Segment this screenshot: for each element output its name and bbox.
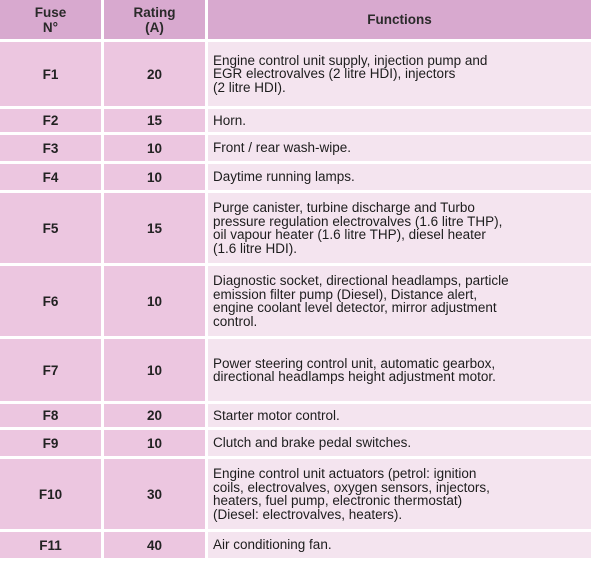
- function-line: Engine control unit actuators (petrol: ignition: [213, 466, 477, 481]
- table-row: [0, 459, 591, 529]
- header-fuse-line1: Fuse: [34, 4, 67, 20]
- fuse-number: F11: [0, 532, 101, 558]
- function-line: engine coolant level detector, mirror adjustment: [213, 300, 497, 315]
- fuse-rating: 10: [104, 266, 205, 336]
- table-row: [0, 430, 591, 456]
- fuse-number: F3: [0, 135, 101, 161]
- function-line: Power steering control unit, automatic gearbox,: [213, 355, 496, 371]
- fuse-function: [208, 430, 591, 456]
- fuse-rating: 15: [104, 109, 205, 132]
- header-rating-line1: Rating: [133, 4, 176, 20]
- fuse-rating: 10: [104, 339, 205, 401]
- fuse-rating: 20: [104, 404, 205, 427]
- function-line: Engine control unit supply, injection pump and: [213, 52, 488, 68]
- function-line: heaters, fuel pump, electronic thermostat): [213, 493, 463, 508]
- table-row: [0, 532, 591, 558]
- fuse-number: F6: [0, 266, 101, 336]
- header-rating: [104, 0, 205, 39]
- fuse-function: [208, 339, 591, 401]
- fuse-rating: 10: [104, 164, 205, 190]
- table-row: [0, 164, 591, 190]
- fuse-rating: 10: [104, 430, 205, 456]
- function-line: Diagnostic socket, directional headlamps, particle: [213, 273, 509, 288]
- fuse-rating: 15: [104, 193, 205, 263]
- function-line: (Diesel: electrovalves, heaters).: [213, 506, 403, 522]
- table-row: [0, 404, 591, 427]
- fuse-function: [208, 42, 591, 106]
- header-rating-line2: (A): [145, 19, 164, 35]
- fuse-function: [208, 193, 591, 263]
- header-fuse: [0, 0, 101, 39]
- fuse-function: [208, 266, 591, 336]
- function-line: (1.6 litre HDI).: [213, 240, 298, 256]
- function-line: oil vapour heater (1.6 litre THP), diesel heater: [213, 227, 486, 242]
- function-line: EGR electrovalves (2 litre HDI), injectors: [213, 66, 456, 82]
- fuse-function: [208, 459, 591, 529]
- fuse-rating: 20: [104, 42, 205, 106]
- fuse-rating: 30: [104, 459, 205, 529]
- fuse-function: [208, 109, 591, 132]
- function-line: Daytime running lamps.: [213, 169, 355, 185]
- table-row: [0, 339, 591, 401]
- fuse-function: [208, 404, 591, 427]
- fuse-rating: 40: [104, 532, 205, 558]
- header-fuse-line2: N°: [42, 19, 59, 35]
- fuse-number: F4: [0, 164, 101, 190]
- function-line: coils, electrovalves, oxygen sensors, injectors,: [213, 479, 490, 495]
- function-line: Air conditioning fan.: [213, 537, 332, 553]
- function-line: emission filter pump (Diesel), Distance alert,: [213, 286, 478, 302]
- fuse-function: [208, 164, 591, 190]
- function-line: Clutch and brake pedal switches.: [213, 435, 412, 451]
- fuse-number: F2: [0, 109, 101, 132]
- table-row: [0, 42, 591, 106]
- function-line: Starter motor control.: [213, 407, 340, 423]
- table-row: [0, 193, 591, 263]
- header-functions: Functions: [208, 0, 591, 39]
- fuse-number: F9: [0, 430, 101, 456]
- table-row: [0, 109, 591, 132]
- fuse-function: [208, 135, 591, 161]
- function-line: Front / rear wash-wipe.: [213, 140, 352, 156]
- fuse-number: F7: [0, 339, 101, 401]
- fuse-function: [208, 532, 591, 558]
- function-line: (2 litre HDI).: [213, 79, 286, 95]
- fuse-rating: 10: [104, 135, 205, 161]
- function-line: pressure regulation electrovalves (1.6 litre THP),: [213, 213, 503, 229]
- table-row: [0, 135, 591, 161]
- function-line: control.: [213, 313, 258, 329]
- function-line: Purge canister, turbine discharge and Turbo: [213, 200, 475, 215]
- fuse-number: F5: [0, 193, 101, 263]
- fuse-number: F10: [0, 459, 101, 529]
- table-row: [0, 266, 591, 336]
- fuse-number: F8: [0, 404, 101, 427]
- function-line: Horn.: [213, 112, 247, 128]
- fuse-number: F1: [0, 42, 101, 106]
- function-line: directional headlamps height adjustment motor.: [213, 369, 496, 384]
- header-row: [0, 0, 591, 39]
